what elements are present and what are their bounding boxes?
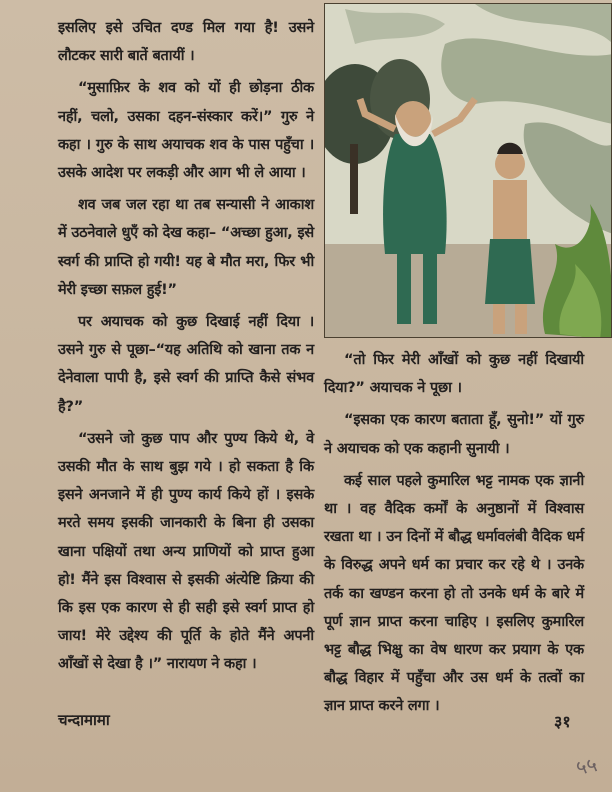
illustration-art: [325, 4, 612, 338]
paragraph: “उसने जो कुछ पाप और पुण्य किये थे, वे उसकी मौत के साथ बुझ गये । हो सकता है कि इसने अनजाने में ही पुण्य कार्य किये हों । इसके मरते समय इसकी जानकारी के बिना ही उसका खाना पक्षियों तथा अन्य प्राणियों को प्राप्त हुआ हो! मैंने इस विश्वास से इसकी अंत्येष्टि क्रिया की कि इस एक कारण से ही सही इसे स्वर्ग प्राप्त हो जाय! मेरे उद्देश्य की पूर्ति के होते मैंने अपनी आँखों से देखा है ।” नारायण ने कहा ।: [58, 430, 314, 673]
paragraph: शव जब जल रहा था तब सन्यासी ने आकाश में उठनेवाले धुएँ को देख कहा– “अच्छा हुआ, इसे स्वर्ग की प्राप्ति हो गयी! यह बे मौत मरा, फिर भी मेरी इच्छा सफ़ल हुई!”: [58, 197, 314, 298]
left-text-column: [58, 14, 314, 679]
paragraph: कई साल पहले कुमारिल भट्ट नामक एक ज्ञानी था । वह वैदिक कर्मों के अनुष्ठानों में विश्वास रखता था । उन दिनों में बौद्ध धर्मावलंबी वैदिक धर्म के विरुद्ध अपने धर्म का प्रचार कर रहे थे । उनके तर्क का खण्डन करना हो तो उनके धर्म के बारे में पूर्ण ज्ञान प्राप्त करना चाहिए । इसलिए कुमारिल भट्ट बौद्ध भिक्षु का वेष धारण कर प्रयाग के एक बौद्ध विहार में पहुँचा और उस धर्म के तत्वों का ज्ञान प्राप्त करने लगा ।: [324, 472, 584, 715]
paragraph: “तो फिर मेरी आँखों को कुछ नहीं दिखायी दिया?” अयाचक ने पूछा ।: [324, 352, 584, 397]
disciple-dhoti: [485, 239, 535, 304]
paragraph: इसलिए इसे उचित दण्ड मिल गया है! उसने लौटकर सारी बातें बतायीं ।: [58, 20, 314, 65]
page-number: ३१: [554, 712, 571, 731]
disciple-leg: [493, 304, 505, 334]
handwritten-mark: ५५: [573, 752, 600, 780]
paragraph: पर अयाचक को कुछ दिखाई नहीं दिया । उसने गुरु से पूछा–“यह अतिथि को खाना तक न देनेवाला पापी है, इसे स्वर्ग की प्राप्ति कैसे संभव है?”: [58, 314, 314, 415]
story-illustration: [324, 3, 612, 338]
sage-robe: [383, 134, 447, 254]
disciple-leg: [515, 304, 527, 334]
paragraph: “मुसाफ़िर के शव को यों ही छोड़ना ठीक नहीं, चलो, उसका दहन-संस्कार करें।” गुरु ने कहा । गुरु के साथ अयाचक शव के पास पहुँचा । उसके आदेश पर लकड़ी और आग भी ले आया ।: [58, 80, 314, 182]
sage-leg: [423, 254, 437, 324]
right-text-column: [324, 346, 584, 721]
magazine-name: चन्दामामा: [58, 711, 110, 729]
sage-leg: [397, 254, 411, 324]
tree-trunk: [350, 144, 358, 214]
paragraph: “इसका एक कारण बताता हूँ, सुनो!” यों गुरु ने अयाचक को एक कहानी सुनायी ।: [324, 412, 584, 457]
disciple-torso: [493, 180, 527, 240]
